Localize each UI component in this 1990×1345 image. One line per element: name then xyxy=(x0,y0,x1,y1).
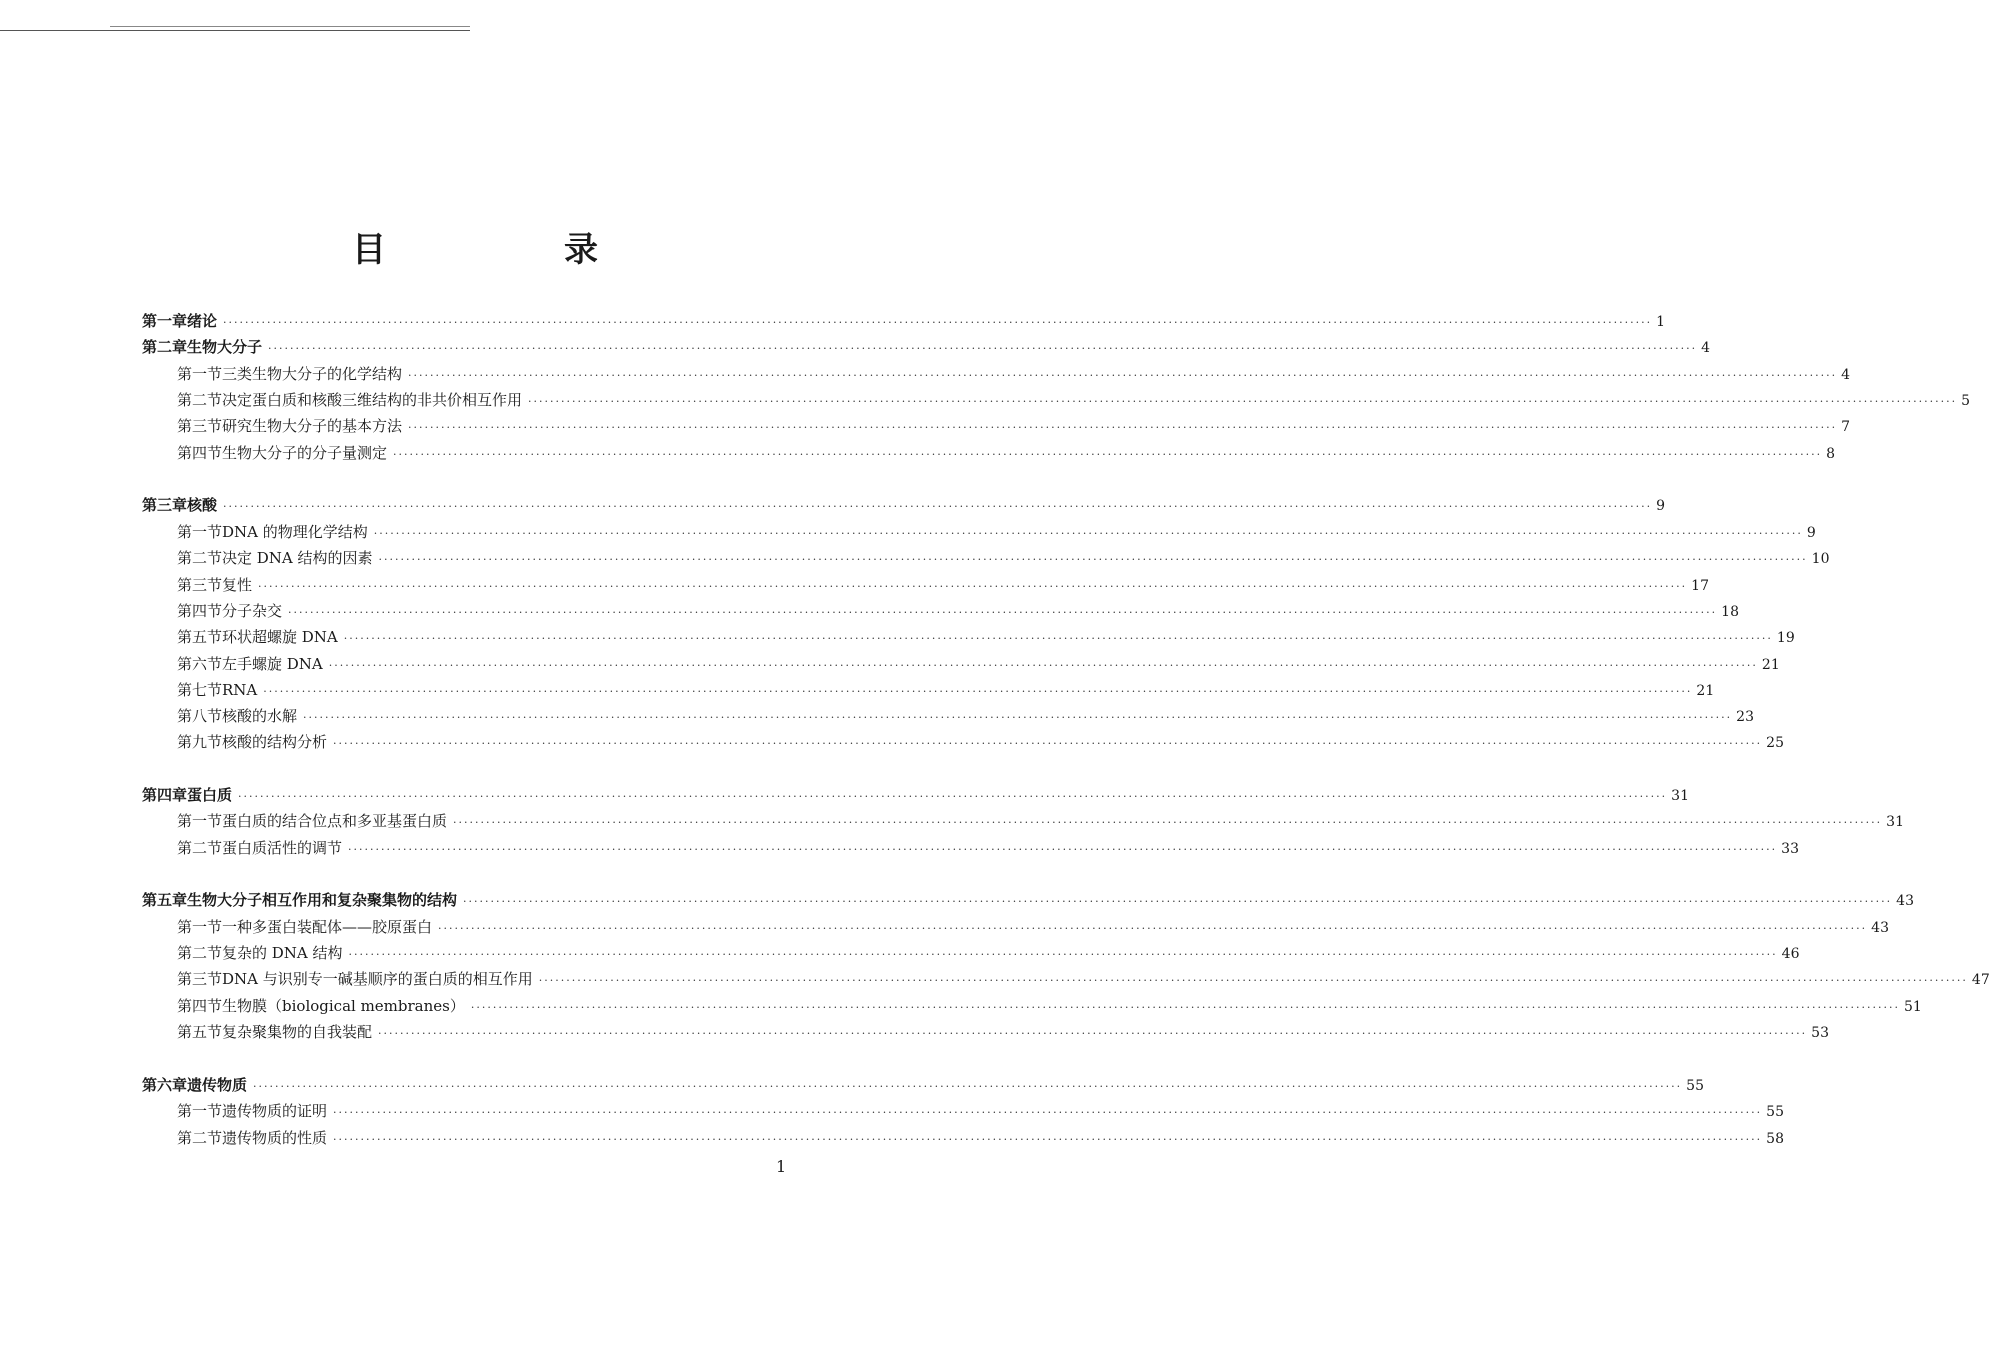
toc-entry-number: 第二节 xyxy=(177,839,223,857)
toc-entry-number: 第三节 xyxy=(177,417,223,435)
toc-section-entry[interactable] xyxy=(177,545,1830,571)
dot-leader: ···································································································································································································································································· xyxy=(333,1133,1763,1146)
dot-leader: ···································································································································································································································································· xyxy=(408,421,1838,434)
toc-section-entry[interactable] xyxy=(177,440,1836,466)
toc-chapter-entry[interactable] xyxy=(142,492,1666,518)
toc-chapter-entry[interactable] xyxy=(142,334,1711,360)
toc-entry-number: 第六章 xyxy=(142,1076,188,1094)
toc-section-entry[interactable] xyxy=(177,940,1800,966)
toc-entry-number: 第三节 xyxy=(177,576,223,594)
toc-entry-page: 55 xyxy=(1686,1078,1704,1094)
toc-entry-number: 第二节 xyxy=(177,1129,223,1147)
toc-entry-page: 25 xyxy=(1766,735,1784,751)
toc-section-entry[interactable] xyxy=(177,703,1754,729)
dot-leader: ···································································································································································································································································· xyxy=(348,948,1778,961)
toc-entry-page: 19 xyxy=(1776,630,1795,646)
dot-leader: ···································································································································································································································································· xyxy=(408,369,1838,382)
toc-entry-page: 21 xyxy=(1761,657,1780,673)
dot-leader: ···································································································································································································································································· xyxy=(333,737,1763,750)
toc-entry-title: 决定 DNA 结构的因素 xyxy=(222,549,373,567)
toc-entry-page: 43 xyxy=(1871,920,1889,936)
page-title: 目 录 xyxy=(352,230,670,270)
toc-entry-number: 第二章 xyxy=(142,338,188,356)
toc-section-entry[interactable] xyxy=(177,808,1904,834)
dot-leader: ···································································································································································································································································· xyxy=(373,527,1803,540)
dot-leader: ···································································································································································································································································· xyxy=(223,316,1653,329)
toc-entry-title: 复杂的 DNA 结构 xyxy=(222,944,343,962)
toc-section-entry[interactable] xyxy=(177,914,1889,940)
toc-section-entry[interactable] xyxy=(177,729,1784,755)
toc-section-entry[interactable] xyxy=(177,651,1780,677)
toc-entry-number: 第九节 xyxy=(177,733,223,751)
toc-entry-title: 分子杂交 xyxy=(222,602,283,620)
toc-entry-number: 第四节 xyxy=(177,602,223,620)
toc-entry-page: 23 xyxy=(1736,709,1754,725)
toc-entry-page: 43 xyxy=(1896,893,1914,909)
toc-entry-title: 决定蛋白质和核酸三维结构的非共价相互作用 xyxy=(222,391,523,409)
toc-entry-title: 环状超螺旋 DNA xyxy=(222,628,338,646)
toc-entry-number: 第五节 xyxy=(177,1023,223,1041)
toc-entry-number: 第二节 xyxy=(177,549,223,567)
toc-section-entry[interactable] xyxy=(177,413,1851,439)
dot-leader: ···································································································································································································································································· xyxy=(463,895,1893,908)
toc-entry-page: 18 xyxy=(1721,604,1739,620)
toc-entry-title: 生物大分子的分子量测定 xyxy=(222,444,388,462)
toc-entry-page: 21 xyxy=(1696,683,1715,699)
toc-section-entry[interactable] xyxy=(177,1125,1784,1151)
toc-entry-page: 9 xyxy=(1656,498,1666,514)
toc-entry-number: 第七节 xyxy=(177,681,223,699)
toc-entry-title: 生物大分子 xyxy=(187,338,263,356)
dot-leader: ···································································································································································································································································· xyxy=(393,448,1823,461)
toc-entry-page: 10 xyxy=(1811,551,1830,567)
toc-entry-title: 一种多蛋白装配体——胶原蛋白 xyxy=(222,918,433,936)
toc-entry-title: 生物大分子相互作用和复杂聚集物的结构 xyxy=(187,891,458,909)
toc-entry-number: 第一节 xyxy=(177,523,223,541)
toc-entry-page: 33 xyxy=(1781,841,1799,857)
dot-leader: ···································································································································································································································································· xyxy=(303,711,1733,724)
toc-entry-page: 17 xyxy=(1691,578,1709,594)
dot-leader: ···································································································································································································································································· xyxy=(348,843,1778,856)
toc-entry-title: 遗传物质 xyxy=(187,1076,248,1094)
toc-entry-page: 53 xyxy=(1811,1025,1829,1041)
top-rule-secondary xyxy=(110,26,470,27)
toc-entry-title: 研究生物大分子的基本方法 xyxy=(222,417,403,435)
toc-section-entry[interactable] xyxy=(177,966,1990,992)
toc-chapter-entry[interactable] xyxy=(142,308,1666,334)
dot-leader: ···································································································································································································································································· xyxy=(453,816,1883,829)
toc-entry-number: 第一节 xyxy=(177,918,223,936)
toc-entry-title: 遗传物质的性质 xyxy=(222,1129,328,1147)
toc-entry-title: 复性 xyxy=(222,576,253,594)
toc-entry-title: DNA 与识别专一碱基顺序的蛋白质的相互作用 xyxy=(222,970,533,988)
toc-entry-title: RNA xyxy=(222,681,258,699)
toc-section-entry[interactable] xyxy=(177,361,1851,387)
toc-entry-number: 第一节 xyxy=(177,812,223,830)
toc-entry-number: 第八节 xyxy=(177,707,223,725)
dot-leader: ···································································································································································································································································· xyxy=(333,1106,1763,1119)
dot-leader: ···································································································································································································································································· xyxy=(268,342,1698,355)
dot-leader: ···································································································································································································································································· xyxy=(288,606,1718,619)
toc-entry-number: 第一章 xyxy=(142,312,188,330)
toc-entry-page: 4 xyxy=(1701,340,1711,356)
toc-entry-page: 9 xyxy=(1806,525,1816,541)
toc-chapter-entry[interactable] xyxy=(142,782,1689,808)
toc-entry-number: 第三章 xyxy=(142,496,188,514)
toc-entry-title: 绪论 xyxy=(187,312,218,330)
toc-section-entry[interactable] xyxy=(177,624,1795,650)
toc-entry-number: 第五节 xyxy=(177,628,223,646)
toc-entry-page: 51 xyxy=(1903,999,1922,1015)
toc-entry-page: 31 xyxy=(1886,814,1904,830)
toc-entry-page: 4 xyxy=(1841,367,1851,383)
toc-entry-page: 5 xyxy=(1961,393,1971,409)
toc-entry-number: 第六节 xyxy=(177,655,223,673)
toc-entry-title: 生物膜（biological membranes） xyxy=(222,997,465,1015)
dot-leader: ···································································································································································································································································· xyxy=(470,1001,1900,1014)
dot-leader: ···································································································································································································································································· xyxy=(223,500,1653,513)
toc-entry-page: 55 xyxy=(1766,1104,1784,1120)
toc-entry-title: 核酸的水解 xyxy=(222,707,298,725)
toc-section-entry[interactable] xyxy=(177,519,1816,545)
toc-entry-title: 三类生物大分子的化学结构 xyxy=(222,365,403,383)
dot-leader: ···································································································································································································································································· xyxy=(328,659,1758,672)
toc-entry-title: 蛋白质的结合位点和多亚基蛋白质 xyxy=(222,812,448,830)
dot-leader: ···································································································································································································································································· xyxy=(378,553,1808,566)
toc-entry-page: 46 xyxy=(1781,946,1800,962)
dot-leader: ···································································································································································································································································· xyxy=(343,632,1773,645)
dot-leader: ···································································································································································································································································· xyxy=(258,580,1688,593)
toc-chapter-entry[interactable] xyxy=(142,887,1914,913)
toc-entry-title: 复杂聚集物的自我装配 xyxy=(222,1023,373,1041)
toc-entry-title: 蛋白质活性的调节 xyxy=(222,839,343,857)
toc-section-entry[interactable] xyxy=(177,1019,1829,1045)
toc-section-entry[interactable] xyxy=(177,835,1799,861)
toc-entry-title: 核酸 xyxy=(187,496,218,514)
toc-entry-page: 31 xyxy=(1671,788,1689,804)
toc-entry-page: 7 xyxy=(1841,419,1851,435)
toc-entry-number: 第四章 xyxy=(142,786,188,804)
toc-entry-number: 第一节 xyxy=(177,1102,223,1120)
toc-section-entry[interactable] xyxy=(177,1098,1784,1124)
toc-entry-title: 遗传物质的证明 xyxy=(222,1102,328,1120)
toc-section-entry[interactable] xyxy=(177,677,1715,703)
toc-entry-number: 第二节 xyxy=(177,944,223,962)
dot-leader: ···································································································································································································································································· xyxy=(438,922,1868,935)
toc-entry-number: 第二节 xyxy=(177,391,223,409)
dot-leader: ···································································································································································································································································· xyxy=(263,685,1693,698)
toc-section-entry[interactable] xyxy=(177,387,1971,413)
toc-section-entry[interactable] xyxy=(177,572,1709,598)
toc-entry-number: 第四节 xyxy=(177,997,223,1015)
dot-leader: ···································································································································································································································································· xyxy=(253,1080,1683,1093)
toc-entry-page: 47 xyxy=(1971,972,1990,988)
toc-entry-number: 第四节 xyxy=(177,444,223,462)
toc-entry-number: 第三节 xyxy=(177,970,223,988)
toc-entry-title: DNA 的物理化学结构 xyxy=(222,523,368,541)
dot-leader: ···································································································································································································································································· xyxy=(538,974,1968,987)
toc-entry-title: 核酸的结构分析 xyxy=(222,733,328,751)
toc-entry-number: 第一节 xyxy=(177,365,223,383)
top-rule xyxy=(0,30,470,31)
toc-entry-title: 蛋白质 xyxy=(187,786,233,804)
toc-section-entry[interactable] xyxy=(177,993,1922,1019)
toc-entry-page: 1 xyxy=(1656,314,1666,330)
toc-entry-title: 左手螺旋 DNA xyxy=(222,655,323,673)
toc-chapter-entry[interactable] xyxy=(142,1072,1704,1098)
page-number: 1 xyxy=(776,1157,787,1176)
dot-leader: ···································································································································································································································································· xyxy=(528,395,1958,408)
toc-section-entry[interactable] xyxy=(177,598,1739,624)
dot-leader: ···································································································································································································································································· xyxy=(238,790,1668,803)
toc-entry-page: 8 xyxy=(1826,446,1836,462)
dot-leader: ···································································································································································································································································· xyxy=(378,1027,1808,1040)
toc-entry-number: 第五章 xyxy=(142,891,188,909)
toc-entry-page: 58 xyxy=(1766,1131,1784,1147)
